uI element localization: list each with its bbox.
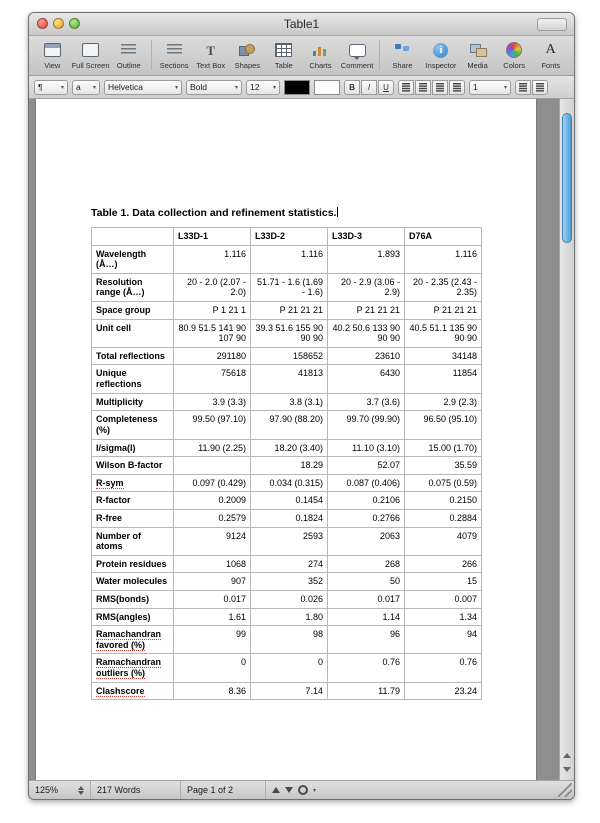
cell: 11854 — [405, 365, 482, 393]
toolbar-divider-1 — [151, 40, 152, 70]
line-spacing-value: 1 — [473, 82, 478, 92]
cell: 6430 — [328, 365, 405, 393]
table-row[interactable] — [92, 492, 482, 510]
font-family-value: Helvetica — [108, 82, 143, 92]
row-label: Number of atoms — [92, 527, 174, 555]
vertical-scrollbar[interactable] — [559, 99, 574, 780]
row-label: R-free — [92, 509, 174, 527]
toolbar-label-outline: Outline — [116, 61, 141, 70]
row-label-text: R-sym — [96, 477, 124, 488]
table-row[interactable] — [92, 573, 482, 591]
table-row[interactable] — [92, 393, 482, 411]
cell: 39.3 51.6 155 90 90 90 — [251, 319, 328, 347]
table-row[interactable] — [92, 474, 482, 492]
colors-icon — [506, 40, 522, 60]
cell: 35.59 — [405, 457, 482, 475]
row-label: Wilson B-factor — [92, 457, 174, 475]
cell: 2.9 (2.3) — [405, 393, 482, 411]
toolbar-label-share: Share — [392, 61, 413, 70]
cell: 15 — [405, 573, 482, 591]
table-row[interactable] — [92, 245, 482, 273]
table-row[interactable] — [92, 654, 482, 682]
list-button[interactable] — [532, 80, 548, 95]
share-icon — [395, 40, 410, 60]
cell: 0.2106 — [328, 492, 405, 510]
row-label — [92, 626, 174, 654]
cell: 0.1824 — [251, 509, 328, 527]
character-style-value: a — [76, 82, 81, 92]
cell: 1.61 — [174, 608, 251, 626]
toolbar-label-media: Media — [467, 61, 488, 70]
column-group — [515, 80, 548, 95]
toolbar-label-colors: Colors — [503, 61, 525, 70]
table-row[interactable] — [92, 527, 482, 555]
cell: P 21 21 21 — [328, 302, 405, 320]
alignment-group — [398, 80, 465, 95]
cell: 352 — [251, 573, 328, 591]
row-label: Completeness (%) — [92, 411, 174, 439]
cell: 94 — [405, 626, 482, 654]
toolbar-button-comment[interactable] — [340, 40, 375, 70]
align-center-button[interactable] — [415, 80, 431, 95]
cell: 20 - 2.35 (2.43 - 2.35) — [405, 273, 482, 301]
cell: 80.9 51.5 141 90 107 90 — [174, 319, 251, 347]
cell: 11.90 (2.25) — [174, 439, 251, 457]
cell: 0 — [251, 654, 328, 682]
table-row[interactable] — [92, 411, 482, 439]
row-label: R-factor — [92, 492, 174, 510]
inspector-icon: i — [433, 40, 448, 60]
cell: 99.50 (97.10) — [174, 411, 251, 439]
view-icon — [44, 40, 61, 60]
cell: 2063 — [328, 527, 405, 555]
table-row[interactable] — [92, 302, 482, 320]
cell: 52.07 — [328, 457, 405, 475]
character-style-dropdown[interactable] — [72, 80, 100, 95]
page-indicator: Page 1 of 2 — [181, 781, 266, 799]
cell: P 21 21 21 — [405, 302, 482, 320]
cell: 0.2766 — [328, 509, 405, 527]
font-size-dropdown[interactable] — [246, 80, 280, 95]
cell: 40.2 50.6 133 90 90 90 — [328, 319, 405, 347]
cell: 0.007 — [405, 591, 482, 609]
align-justify-button[interactable] — [449, 80, 465, 95]
chevron-down-icon[interactable]: ▾ — [313, 787, 317, 794]
shapes-icon — [239, 40, 255, 60]
toolbar-label-sections: Sections — [159, 61, 189, 70]
cell: 23610 — [328, 347, 405, 365]
toolbar-divider-2 — [379, 40, 380, 70]
row-label — [92, 682, 174, 700]
next-page-icon[interactable] — [285, 787, 293, 793]
chevron-down-icon: ▾ — [503, 84, 507, 91]
toolbar-button-full-screen[interactable] — [72, 40, 110, 70]
media-icon — [470, 40, 486, 60]
resize-grip[interactable] — [558, 783, 572, 797]
table-row[interactable] — [92, 608, 482, 626]
row-label: Unique reflections — [92, 365, 174, 393]
comment-icon — [349, 40, 366, 60]
row-label: RMS(bonds) — [92, 591, 174, 609]
zoom-stepper-icon[interactable] — [78, 786, 84, 795]
toolbar-label-table: Table — [274, 61, 293, 70]
row-label-text: Clashscore — [96, 685, 145, 696]
chevron-down-icon: ▾ — [234, 84, 238, 91]
table-row[interactable] — [92, 682, 482, 700]
cell: 9124 — [174, 527, 251, 555]
paragraph-style-dropdown[interactable] — [34, 80, 68, 95]
fullscreen-icon — [82, 40, 99, 60]
cell: 15.00 (1.70) — [405, 439, 482, 457]
cell: 0.075 (0.59) — [405, 474, 482, 492]
cell: 3.8 (3.1) — [251, 393, 328, 411]
font-style-dropdown[interactable] — [186, 80, 242, 95]
toolbar-button-media[interactable] — [460, 40, 495, 70]
table-header-l33d-2: L33D-2 — [251, 228, 328, 246]
zoom-control[interactable] — [29, 781, 91, 799]
bold-button[interactable]: B — [344, 80, 360, 95]
cell: 20 - 2.0 (2.07 - 2.0) — [174, 273, 251, 301]
cell: 2593 — [251, 527, 328, 555]
row-label — [92, 474, 174, 492]
format-bar — [29, 76, 574, 99]
text-color-swatch[interactable] — [284, 80, 310, 95]
table-row[interactable] — [92, 626, 482, 654]
cell: 96 — [328, 626, 405, 654]
toolbar-button-colors[interactable] — [497, 40, 532, 70]
cell: 0.2884 — [405, 509, 482, 527]
cell: 96.50 (95.10) — [405, 411, 482, 439]
cell: 75618 — [174, 365, 251, 393]
cell: 98 — [251, 626, 328, 654]
application-window — [28, 12, 575, 800]
table-row[interactable] — [92, 555, 482, 573]
paragraph-style-value: ¶ — [38, 82, 43, 92]
align-right-icon — [436, 83, 444, 92]
toolbar-label-text-box: Text Box — [196, 61, 226, 70]
toolbar-button-view[interactable] — [35, 40, 70, 70]
cell: P 1 21 1 — [174, 302, 251, 320]
cell: 20 - 2.9 (3.06 - 2.9) — [328, 273, 405, 301]
text-style-group — [344, 80, 394, 95]
cell: 1.893 — [328, 245, 405, 273]
cell: 0.1454 — [251, 492, 328, 510]
row-label-text: Ramachandran outliers (%) — [96, 657, 162, 679]
cell: P 21 21 21 — [251, 302, 328, 320]
toolbar-button-fonts[interactable] — [533, 40, 568, 70]
cell: 158652 — [251, 347, 328, 365]
fill-color-swatch[interactable] — [314, 80, 340, 95]
gear-icon[interactable] — [298, 785, 308, 795]
cell: 0.034 (0.315) — [251, 474, 328, 492]
cell: 268 — [328, 555, 405, 573]
cell: 0.087 (0.406) — [328, 474, 405, 492]
font-style-value: Bold — [190, 82, 208, 92]
toolbar-button-share[interactable] — [385, 40, 420, 70]
underline-button[interactable]: U — [378, 80, 394, 95]
toolbar-button-charts[interactable] — [303, 40, 338, 70]
cell: 41813 — [251, 365, 328, 393]
close-button[interactable] — [37, 18, 48, 29]
page-navigation[interactable] — [266, 785, 322, 795]
row-label: Total reflections — [92, 347, 174, 365]
row-label: Wavelength (Å…) — [92, 245, 174, 273]
cell: 1.34 — [405, 608, 482, 626]
table-corner-cell — [92, 228, 174, 246]
table-row[interactable] — [92, 319, 482, 347]
chevron-down-icon: ▾ — [60, 84, 64, 91]
cell: 1.14 — [328, 608, 405, 626]
cell: 0.2579 — [174, 509, 251, 527]
cell: 0.026 — [251, 591, 328, 609]
align-justify-icon — [453, 83, 461, 92]
cell: 291180 — [174, 347, 251, 365]
table-header-row — [92, 228, 482, 246]
table-row[interactable] — [92, 591, 482, 609]
toolbar-label-inspector: Inspector — [425, 61, 457, 70]
cell: 0.017 — [174, 591, 251, 609]
toolbar-button-sections[interactable] — [157, 40, 192, 70]
chevron-down-icon: ▾ — [174, 84, 178, 91]
table-row[interactable] — [92, 273, 482, 301]
sections-icon — [167, 40, 182, 60]
previous-page-icon[interactable] — [272, 787, 280, 793]
cell: 1.80 — [251, 608, 328, 626]
toolbar-label-comment: Comment — [340, 61, 374, 70]
italic-button[interactable]: I — [361, 80, 377, 95]
line-spacing-dropdown[interactable] — [469, 80, 511, 95]
row-label: Multiplicity — [92, 393, 174, 411]
cell: 99.70 (99.90) — [328, 411, 405, 439]
statistics-table[interactable] — [91, 227, 482, 700]
word-count: 217 Words — [91, 781, 181, 799]
table-row[interactable] — [92, 439, 482, 457]
page-scroll-region[interactable] — [29, 99, 559, 780]
document-area — [29, 99, 574, 780]
table-caption[interactable] — [91, 207, 338, 219]
minimize-button[interactable] — [53, 18, 64, 29]
cell: 7.14 — [251, 682, 328, 700]
table-caption-text: Table 1. Data collection and refinement statistics. — [91, 207, 337, 219]
table-row[interactable] — [92, 347, 482, 365]
cell: 0.2150 — [405, 492, 482, 510]
table-row[interactable] — [92, 365, 482, 393]
toolbar-button-text-box[interactable] — [193, 40, 228, 70]
align-right-button[interactable] — [432, 80, 448, 95]
cell: 1068 — [174, 555, 251, 573]
cell — [174, 457, 251, 475]
toolbar-label-fonts: Fonts — [541, 61, 561, 70]
table-header-d76a: D76A — [405, 228, 482, 246]
cell: 8.36 — [174, 682, 251, 700]
cell: 0.017 — [328, 591, 405, 609]
cell: 3.7 (3.6) — [328, 393, 405, 411]
cell: 18.20 (3.40) — [251, 439, 328, 457]
toolbar-button-table[interactable] — [267, 40, 302, 70]
cell: 23.24 — [405, 682, 482, 700]
align-left-button[interactable] — [398, 80, 414, 95]
main-toolbar — [29, 36, 574, 76]
align-center-icon — [419, 83, 427, 92]
table-row[interactable] — [92, 457, 482, 475]
row-label: Unit cell — [92, 319, 174, 347]
status-bar — [29, 780, 574, 799]
cell: 51.71 - 1.6 (1.69 - 1.6) — [251, 273, 328, 301]
cell: 907 — [174, 573, 251, 591]
scroll-down-arrow-icon[interactable] — [563, 767, 571, 772]
textbox-icon: T — [206, 42, 216, 58]
cell: 0.76 — [405, 654, 482, 682]
toolbar-label-shapes: Shapes — [234, 61, 261, 70]
zoom-level-value: 125% — [35, 785, 59, 795]
table-header-l33d-1: L33D-1 — [174, 228, 251, 246]
toolbar-button-shapes[interactable] — [230, 40, 265, 70]
cell: 266 — [405, 555, 482, 573]
chevron-down-icon: ▾ — [92, 84, 96, 91]
cell: 274 — [251, 555, 328, 573]
cell: 11.79 — [328, 682, 405, 700]
list-icon — [536, 83, 544, 92]
cell: 0.76 — [328, 654, 405, 682]
toolbar-label-view: View — [44, 61, 61, 70]
row-label: RMS(angles) — [92, 608, 174, 626]
columns-icon — [519, 83, 527, 92]
title-bar[interactable] — [29, 13, 574, 36]
font-family-dropdown[interactable] — [104, 80, 182, 95]
table-icon — [275, 40, 292, 60]
row-label: Space group — [92, 302, 174, 320]
row-label: Resolution range (Å…) — [92, 273, 174, 301]
cell: 1.116 — [251, 245, 328, 273]
text-cursor — [337, 207, 338, 217]
row-label: I/sigma(I) — [92, 439, 174, 457]
chevron-down-icon: ▾ — [272, 84, 276, 91]
toolbar-label-charts: Charts — [309, 61, 332, 70]
charts-icon — [313, 40, 328, 60]
cell: 18.29 — [251, 457, 328, 475]
row-label: Water molecules — [92, 573, 174, 591]
fonts-icon: A — [545, 42, 556, 57]
row-label: Protein residues — [92, 555, 174, 573]
columns-button[interactable] — [515, 80, 531, 95]
align-left-icon — [402, 83, 410, 92]
document-page[interactable] — [36, 99, 536, 780]
cell: 11.10 (3.10) — [328, 439, 405, 457]
toolbar-label-full-screen: Full Screen — [71, 61, 110, 70]
window-title: Table1 — [283, 17, 320, 31]
toolbar-button-inspector[interactable] — [424, 40, 459, 70]
cell: 50 — [328, 573, 405, 591]
window-controls[interactable] — [37, 18, 80, 29]
cell: 0.2009 — [174, 492, 251, 510]
cell: 40.5 51.1 135 90 90 90 — [405, 319, 482, 347]
row-label-text: Ramachandran favored (%) — [96, 629, 162, 650]
zoom-button[interactable] — [69, 18, 80, 29]
cell: 3.9 (3.3) — [174, 393, 251, 411]
table-body — [92, 245, 482, 700]
cell: 0.097 (0.429) — [174, 474, 251, 492]
table-row[interactable] — [92, 509, 482, 527]
table-header-l33d-3: L33D-3 — [328, 228, 405, 246]
scroll-up-arrow-icon[interactable] — [563, 753, 571, 758]
cell: 34148 — [405, 347, 482, 365]
cell: 1.116 — [405, 245, 482, 273]
cell: 1.116 — [174, 245, 251, 273]
vertical-scrollbar-thumb[interactable] — [562, 113, 572, 243]
cell: 99 — [174, 626, 251, 654]
cell: 97.90 (88.20) — [251, 411, 328, 439]
cell: 4079 — [405, 527, 482, 555]
toolbar-toggle-button[interactable] — [537, 18, 567, 31]
cell: 0 — [174, 654, 251, 682]
row-label — [92, 654, 174, 682]
toolbar-button-outline[interactable] — [112, 40, 147, 70]
outline-icon — [121, 40, 136, 60]
font-size-value: 12 — [250, 82, 260, 92]
